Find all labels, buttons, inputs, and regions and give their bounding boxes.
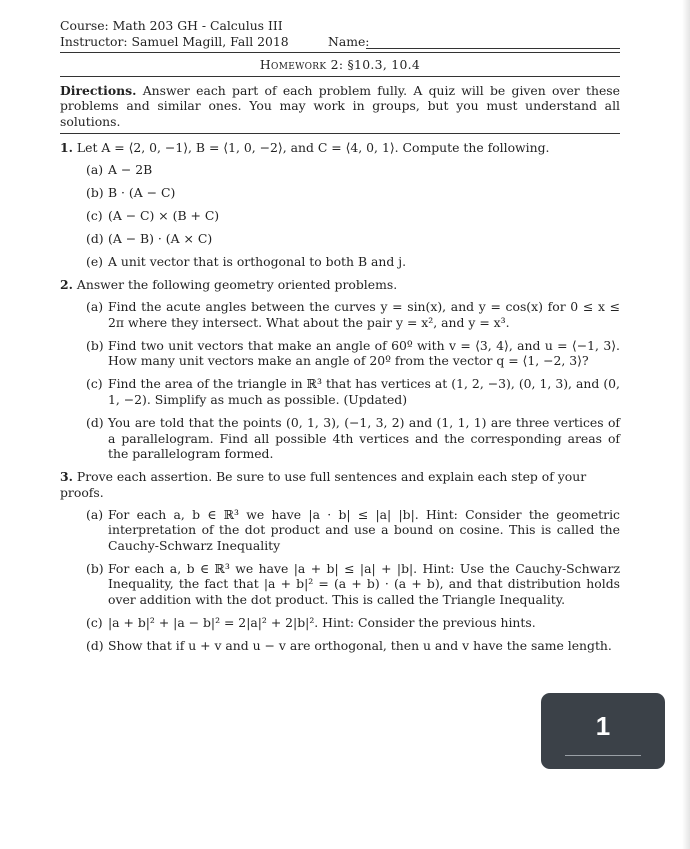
problem-part	[60, 561, 620, 608]
part-label: (a)	[86, 161, 104, 177]
page-edge-shadow	[682, 0, 690, 849]
part-text: Find the acute angles between the curves y = sin(x), and y = cos(x) for 0 ≤ x ≤ 2π where they intersect. What about the pair y = x², and y = x³.	[108, 299, 620, 330]
problem-3	[60, 469, 620, 653]
part-text: B · (A − C)	[108, 185, 176, 201]
part-text: For each a, b ∈ ℝ³ we have |a · b| ≤ |a| |b|. Hint: Consider the geometric interpretation of the dot product and use a bound on cosine. This is called the Cauchy-Schwarz Inequality	[108, 506, 620, 553]
part-text: For each a, b ∈ ℝ³ we have |a + b| ≤ |a| + |b|. Hint: Use the Cauchy-Schwarz Inequality, the fact that |a + b|² = (a + b) · (a + b), and that distribution holds over addition with the dot product. This is called the Triangle Inequality.	[108, 560, 620, 608]
problem-1	[60, 140, 620, 270]
header	[60, 18, 620, 50]
part-label: (a)	[86, 299, 104, 315]
part-text: Find the area of the triangle in ℝ³ that has vertices at (1, 2, −3), (0, 1, 3), and (0, 1, −2). Simplify as much as possible. (Updated)	[108, 376, 620, 407]
problem-part	[60, 185, 620, 201]
problem-part	[60, 231, 620, 247]
document-page	[60, 18, 620, 661]
part-text: A unit vector that is orthogonal to both B and j.	[108, 254, 407, 270]
problem-list	[60, 140, 620, 653]
part-text: |a + b|² + |a − b|² = 2|a|² + 2|b|². Hint: Consider the previous hints.	[108, 615, 536, 631]
problem-2	[60, 277, 620, 461]
part-label: (c)	[86, 376, 103, 392]
directions-label: Directions.	[60, 82, 137, 98]
part-text: Find two unit vectors that make an angle of 60º with v = ⟨3, 4⟩, and u = ⟨−1, 3⟩. How many unit vectors make an angle of 20º from the vector q = ⟨1, −2, 3⟩?	[108, 337, 620, 369]
part-label: (b)	[86, 560, 104, 576]
problem-part	[60, 415, 620, 462]
part-label: (b)	[86, 337, 104, 353]
part-label: (d)	[86, 231, 104, 247]
problem-part	[60, 376, 620, 407]
part-label: (a)	[86, 506, 104, 522]
course-line: Course: Math 203 GH - Calculus III	[60, 18, 283, 33]
part-text: (A − C) × (B + C)	[108, 208, 220, 224]
part-text: A − 2B	[108, 161, 153, 177]
part-text: Show that if u + v and u − v are orthogonal, then u and v have the same length.	[108, 638, 612, 654]
part-label: (c)	[86, 615, 103, 631]
name-underline	[366, 48, 620, 49]
problem-part	[60, 638, 620, 654]
problem-stem: Let A = ⟨2, 0, −1⟩, B = ⟨1, 0, −2⟩, and C = ⟨4, 0, 1⟩. Compute the following.	[76, 140, 550, 156]
part-text: You are told that the points (0, 1, 3), (−1, 3, 2) and (1, 1, 1) are three vertices of a parallelogram. Find all possible 4th vertices and the corresponding areas of the parallelogram formed.	[108, 415, 620, 462]
homework-title: Homework 2: §10.3, 10.4	[259, 57, 421, 72]
part-text: (A − B) · (A × C)	[108, 231, 213, 247]
page-number: 1	[595, 711, 611, 741]
problem-part	[60, 162, 620, 178]
part-label: (e)	[86, 254, 104, 270]
part-label: (b)	[86, 185, 104, 201]
problem-number: 1.	[60, 140, 73, 156]
problem-part	[60, 299, 620, 330]
directions	[60, 77, 620, 134]
page-number-badge[interactable]	[541, 693, 665, 769]
problem-part	[60, 507, 620, 554]
problem-part	[60, 254, 620, 270]
problem-number: 3.	[60, 469, 73, 485]
part-label: (d)	[86, 415, 104, 431]
instructor-line: Instructor: Samuel Magill, Fall 2018	[60, 34, 289, 49]
rule-directions	[60, 133, 620, 134]
part-label: (d)	[86, 638, 104, 654]
part-label: (c)	[86, 208, 103, 224]
problem-stem: Prove each assertion. Be sure to use full sentences and explain each step of your proofs.	[60, 469, 587, 500]
problem-stem: Answer the following geometry oriented problems.	[76, 277, 398, 293]
problem-part	[60, 208, 620, 224]
problem-number: 2.	[60, 277, 73, 293]
name-label: Name:	[328, 34, 370, 49]
badge-underline	[565, 755, 641, 756]
problem-part	[60, 615, 620, 631]
name-field	[328, 34, 620, 50]
directions-text: Answer each part of each problem fully. A quiz will be given over these problems and similar ones. You may work in groups, but you must understand all solutions.	[60, 82, 620, 129]
problem-part	[60, 338, 620, 369]
